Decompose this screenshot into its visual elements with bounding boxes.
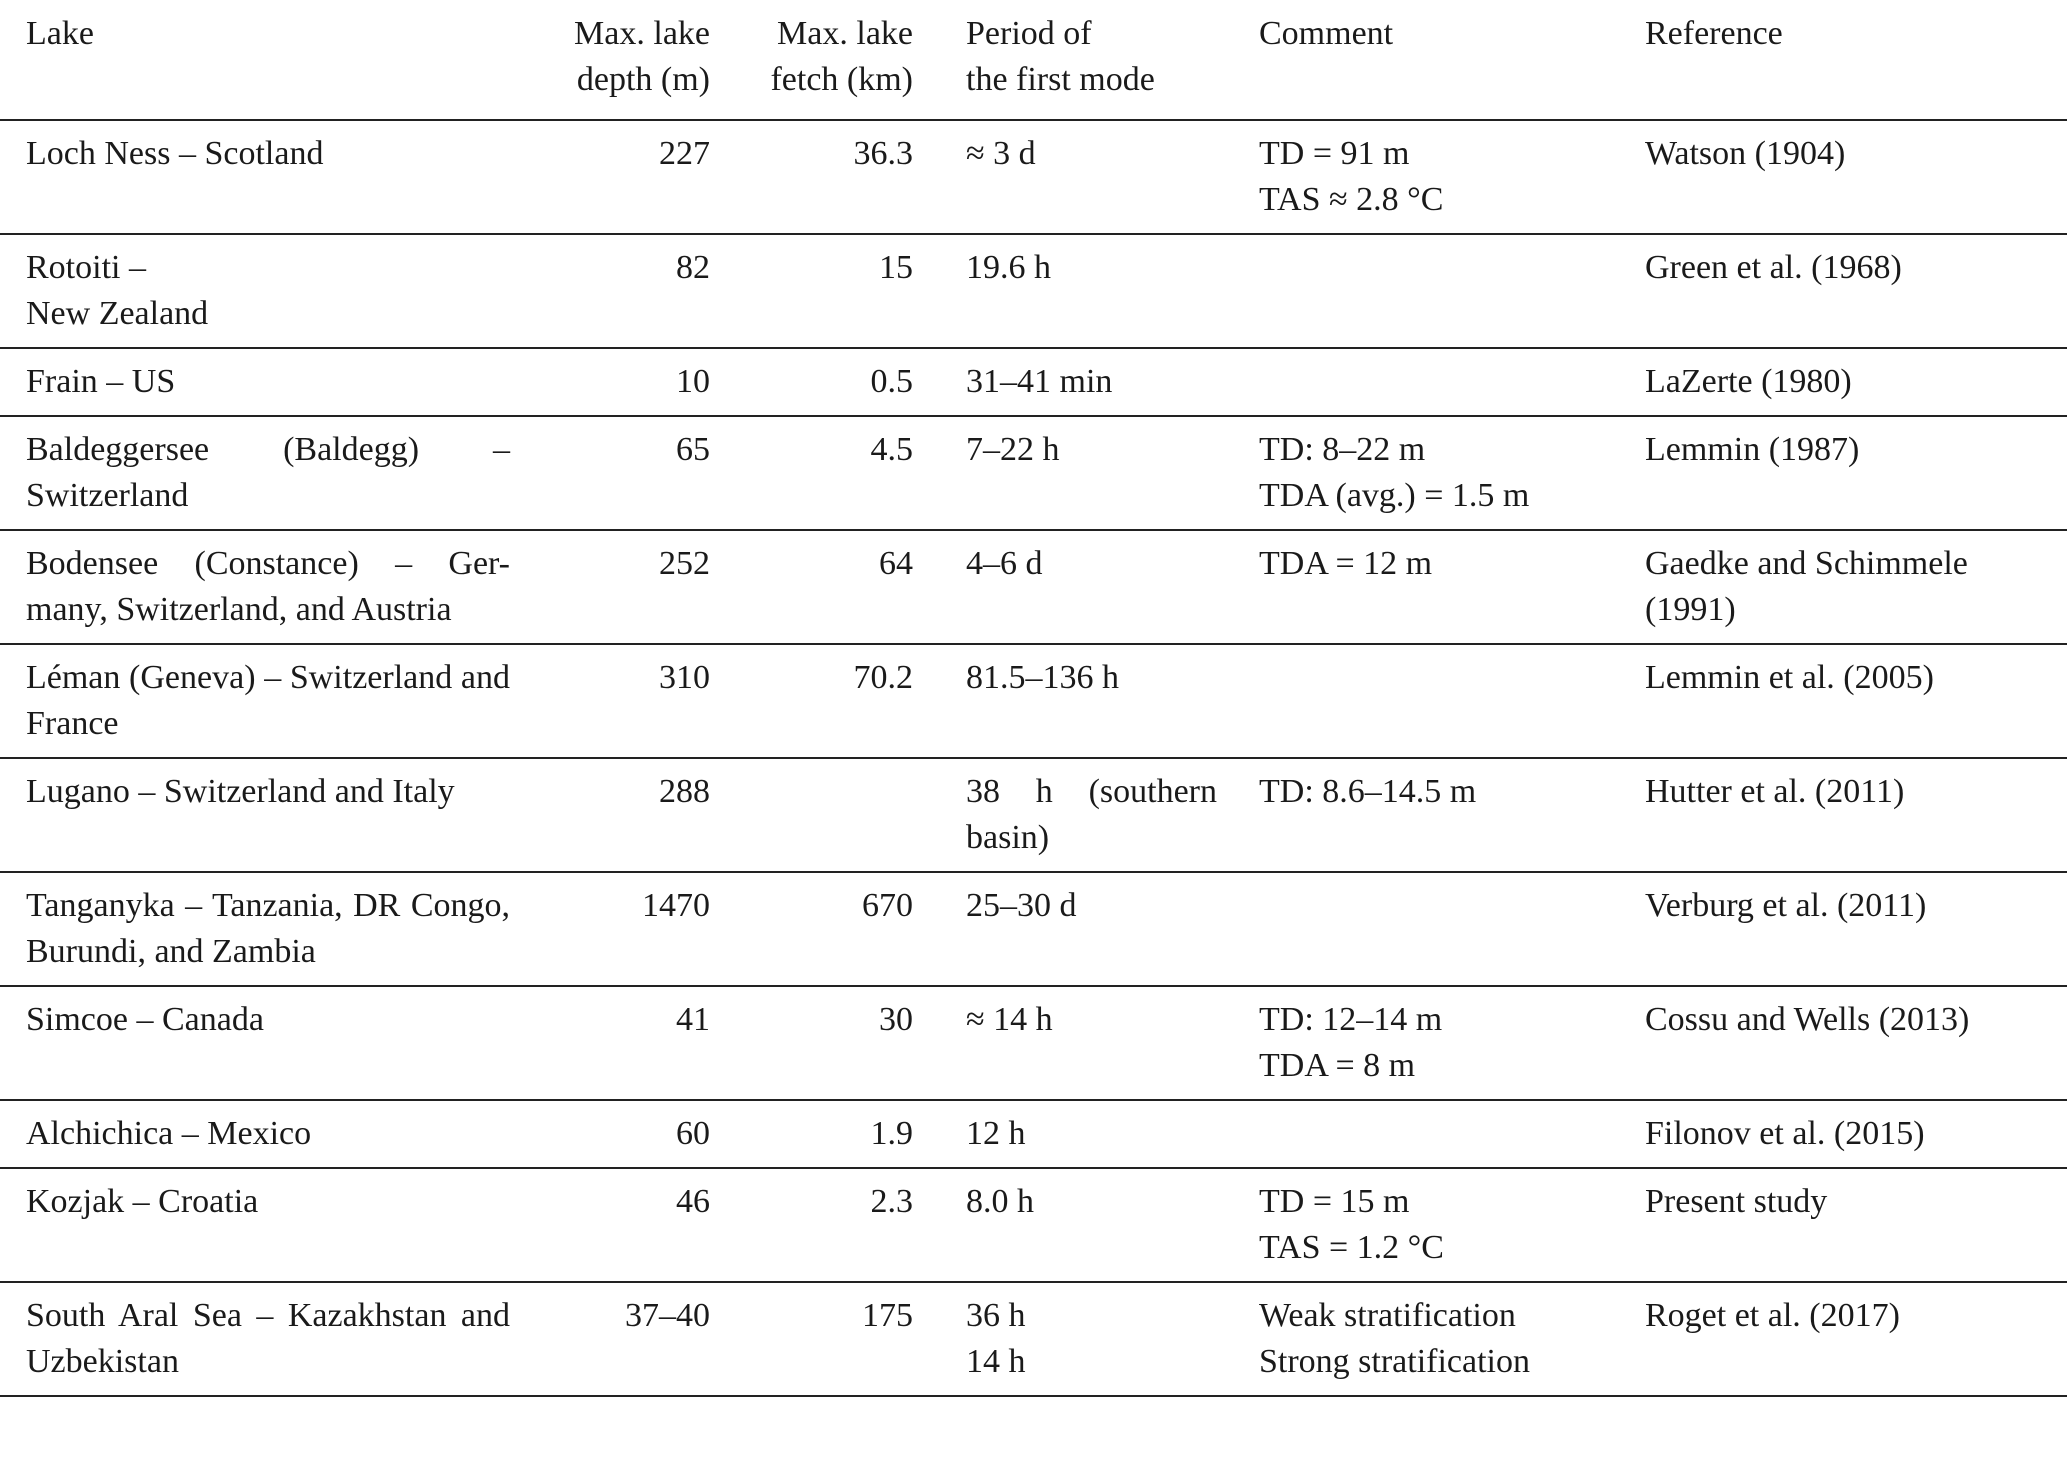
cell-lake: Simcoe – Canada [26,1001,264,1038]
comment-line: Strong stratification [1259,1343,1531,1380]
table-header [0,0,2067,120]
cell-period: 7–22 h [966,431,1060,468]
table-row [0,872,2067,986]
cell-reference: Verburg et al. (2011) [1645,887,1927,924]
cell-fetch: 0.5 [870,363,913,400]
cell-fetch: 36.3 [853,135,913,172]
cell-fetch: 64 [879,545,913,582]
header-period-line2: the first mode [966,61,1155,98]
cell-period: 81.5–136 h [966,659,1119,696]
comment-line: TDA (avg.) = 1.5 m [1259,477,1530,514]
cell-comment: TD: 8.6–14.5 m [1259,773,1477,810]
cell-period: 8.0 h [966,1183,1034,1220]
cell-fetch: 4.5 [870,431,913,468]
cell-lake [0,234,530,348]
table-body [0,120,2067,1396]
cell-comment [1231,120,1643,234]
cell-lake: Loch Ness – Scotland [26,135,324,172]
lake-name-line1: Rotoiti – [26,249,146,286]
cell-lake: Kozjak – Croatia [26,1183,259,1220]
header-reference: Reference [1645,15,1783,52]
cell-fetch: 175 [862,1297,913,1334]
cell-comment [1231,986,1643,1100]
cell-depth: 65 [676,431,710,468]
cell-lake: Lugano – Switzerland and Italy [26,773,455,810]
cell-depth: 1470 [642,887,710,924]
comment-line: TD = 91 m [1259,135,1410,172]
period-line: 14 h [966,1343,1026,1380]
header-depth-line1: Max. lake [574,15,710,52]
cell-depth: 82 [676,249,710,286]
cell-reference: Lemmin et al. (2005) [1645,659,1934,696]
comment-line: TAS = 1.2 °C [1259,1229,1444,1266]
cell-lake: Alchichica – Mexico [26,1115,312,1152]
cell-reference: Present study [1645,1183,1828,1220]
cell-fetch: 1.9 [870,1115,913,1152]
cell-lake: Frain – US [26,363,176,400]
cell-lake: Tanganyka – Tanzania, DR Congo, Burundi, and Zambia [26,887,510,970]
cell-reference: Green et al. (1968) [1645,249,1902,286]
cell-reference: LaZerte (1980) [1645,363,1852,400]
table-row [0,986,2067,1100]
cell-period [939,1282,1231,1396]
cell-depth: 227 [659,135,710,172]
header-comment: Comment [1259,15,1394,52]
lake-name-line2: many, Switzerland, and Austria [26,591,452,628]
lake-name-line2: New Zealand [26,295,209,332]
cell-lake: Léman (Geneva) – Switzerland and France [26,659,510,742]
header-fetch [728,0,939,120]
cell-lake: South Aral Sea – Kazakhstan and Uzbekistan [26,1297,510,1380]
cell-comment [1231,416,1643,530]
cell-depth: 288 [659,773,710,810]
cell-period: ≈ 14 h [966,1001,1053,1038]
table-row [0,1100,2067,1168]
table-row [0,234,2067,348]
table-row [0,530,2067,644]
cell-reference: Cossu and Wells (2013) [1645,1001,1970,1038]
header-lake: Lake [26,15,94,52]
cell-fetch: 30 [879,1001,913,1038]
header-period [939,0,1231,120]
cell-reference: Hutter et al. (2011) [1645,773,1905,810]
cell-reference: Roget et al. (2017) [1645,1297,1900,1334]
cell-period [939,758,1231,872]
cell-period: 25–30 d [966,887,1077,924]
cell-comment [1231,348,1643,416]
cell-comment: TDA = 12 m [1259,545,1433,582]
comment-line: TDA = 8 m [1259,1047,1416,1084]
comment-line: TAS ≈ 2.8 °C [1259,181,1444,218]
cell-depth: 37–40 [625,1297,710,1334]
cell-comment [1231,1282,1643,1396]
header-depth-line2: depth (m) [576,61,710,98]
comment-line: TD: 8–22 m [1259,431,1426,468]
header-period-line1: Period of [966,15,1092,52]
cell-period: 4–6 d [966,545,1043,582]
table-row [0,1168,2067,1282]
lake-name-line1: Bodensee (Constance) – Ger- [26,545,510,582]
table-row [0,416,2067,530]
period-line: 36 h [966,1297,1026,1334]
cell-period: 12 h [966,1115,1026,1152]
cell-fetch: 670 [862,887,913,924]
cell-depth: 41 [676,1001,710,1038]
table-row [0,644,2067,758]
cell-depth: 252 [659,545,710,582]
cell-depth: 60 [676,1115,710,1152]
cell-reference: Lemmin (1987) [1645,431,1860,468]
cell-comment [1231,1168,1643,1282]
cell-fetch: 2.3 [870,1183,913,1220]
cell-reference: Filonov et al. (2015) [1645,1115,1925,1152]
comment-line: TD: 12–14 m [1259,1001,1443,1038]
header-fetch-line2: fetch (km) [770,61,913,98]
cell-period: 31–41 min [966,363,1113,400]
header-depth [530,0,728,120]
cell-reference: Watson (1904) [1645,135,1846,172]
cell-reference: Gaedke and Schimmele (1991) [1645,545,1968,628]
comment-line: Weak stratification [1259,1297,1516,1334]
cell-fetch [728,758,939,872]
header-row [0,0,2067,120]
table-row [0,348,2067,416]
period-text: 38 h (southern basin) [966,773,1217,856]
cell-depth: 10 [676,363,710,400]
cell-comment [1231,1100,1643,1168]
cell-period: 19.6 h [966,249,1051,286]
cell-fetch: 15 [879,249,913,286]
cell-fetch: 70.2 [853,659,913,696]
cell-comment [1231,644,1643,758]
cell-lake [0,530,530,644]
table-row [0,120,2067,234]
cell-depth: 310 [659,659,710,696]
cell-comment [1231,872,1643,986]
comment-line: TD = 15 m [1259,1183,1410,1220]
cell-lake: Baldeggersee (Baldegg) – Switzerland [26,431,510,514]
table-row [0,758,2067,872]
cell-comment [1231,234,1643,348]
cell-period: ≈ 3 d [966,135,1036,172]
header-fetch-line1: Max. lake [777,15,913,52]
table-row [0,1282,2067,1396]
cell-depth: 46 [676,1183,710,1220]
